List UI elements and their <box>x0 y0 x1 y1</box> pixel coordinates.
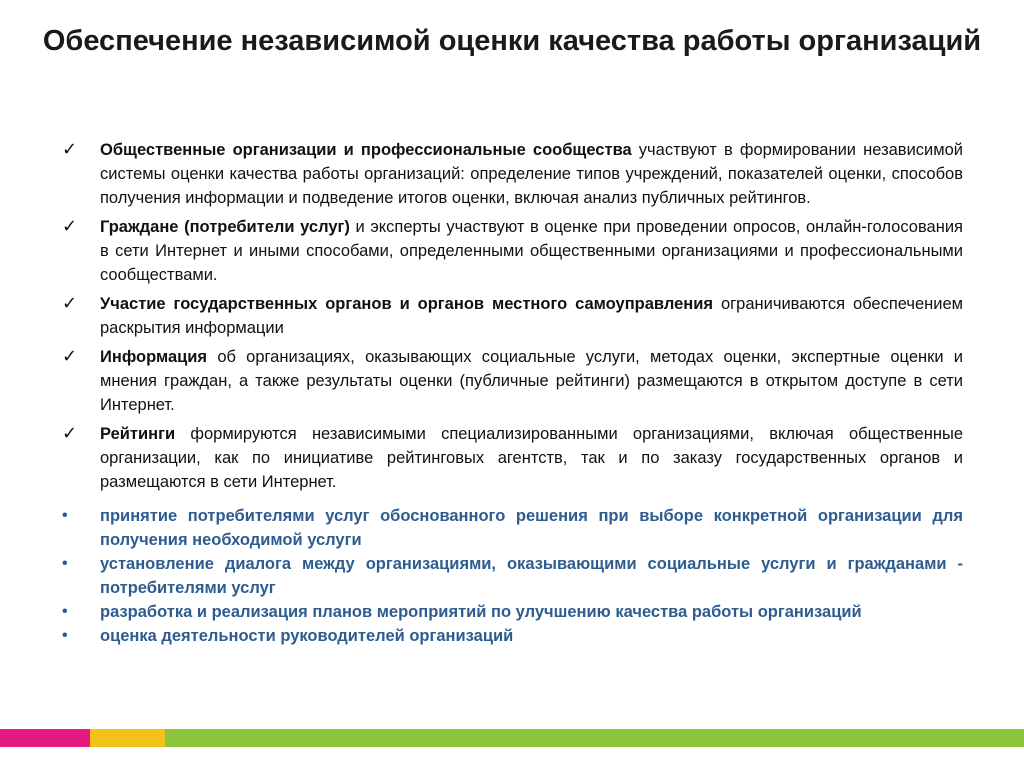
bullet-icon: • <box>62 603 68 620</box>
checklist-item-bold: Граждане (потребители услуг) <box>100 218 350 236</box>
goal-item-text: оценка деятельности руководителей организаций <box>100 627 514 645</box>
goal-item-text: принятие потребителями услуг обоснованного решения при выборе конкретной организации для получения необходимой услуги <box>100 507 963 549</box>
footer-color-bar <box>0 729 1024 747</box>
page-title: Обеспечение независимой оценки качества работы организаций <box>42 25 982 57</box>
goal-item <box>62 624 963 648</box>
checklist-item <box>62 138 963 210</box>
footer-segment-green <box>165 729 1024 747</box>
checkmark-icon: ✓ <box>62 423 78 444</box>
goals-list <box>62 504 963 648</box>
bullet-icon: • <box>62 555 68 572</box>
checklist-item <box>62 345 963 417</box>
checklist-item-bold: Рейтинги <box>100 425 176 443</box>
goal-item <box>62 600 963 624</box>
bullet-icon: • <box>62 507 68 524</box>
checkmark-icon: ✓ <box>62 293 78 314</box>
checkmark-icon: ✓ <box>62 346 78 367</box>
checklist <box>62 138 963 494</box>
checklist-item-text: ограничиваются обеспечением раскрытия информации <box>100 295 963 337</box>
checklist-item <box>62 292 963 340</box>
checklist-item-text: об организациях, оказывающих социальные услуги, методах оценки, экспертные оценки и мнения граждан, а также результаты оценки (публичные рейтинги) размещаются в открытом доступе в сети Интернет. <box>100 348 963 414</box>
goal-item-text: разработка и реализация планов мероприятий по улучшению качества работы организаций <box>100 603 862 621</box>
goal-item <box>62 552 963 600</box>
checklist-item <box>62 422 963 494</box>
checklist-item-bold: Участие государственных органов и органов местного самоуправления <box>100 295 714 313</box>
checklist-item <box>62 215 963 287</box>
checklist-item-text: участвуют в формировании независимой системы оценки качества работы организаций: определение типов учреждений, показателей оценки, способов получения информации и подведение итогов оценки, включая анализ публичных рейтингов. <box>100 141 963 207</box>
checklist-item-bold: Общественные организации и профессиональные сообщества <box>100 141 632 159</box>
checklist-item-text: формируются независимыми специализированными организациями, включая общественные организации, как по инициативе рейтинговых агентств, так и по заказу государственных органов и размещаются в сети Интернет. <box>100 425 963 491</box>
footer-segment-yellow <box>90 729 165 747</box>
checkmark-icon: ✓ <box>62 216 78 237</box>
checklist-item-text: и эксперты участвуют в оценке при проведении опросов, онлайн-голосования в сети Интернет и иными способами, определенными общественными организациями и профессиональными сообществами. <box>100 218 963 284</box>
main-content <box>62 138 963 648</box>
goal-item-text: установление диалога между организациями, оказывающими социальные услуги и гражданами - потребителями услуг <box>100 555 963 597</box>
bullet-icon: • <box>62 627 68 644</box>
footer-segment-magenta <box>0 729 90 747</box>
goal-item <box>62 504 963 552</box>
checkmark-icon: ✓ <box>62 139 78 160</box>
checklist-item-bold: Информация <box>100 348 208 366</box>
